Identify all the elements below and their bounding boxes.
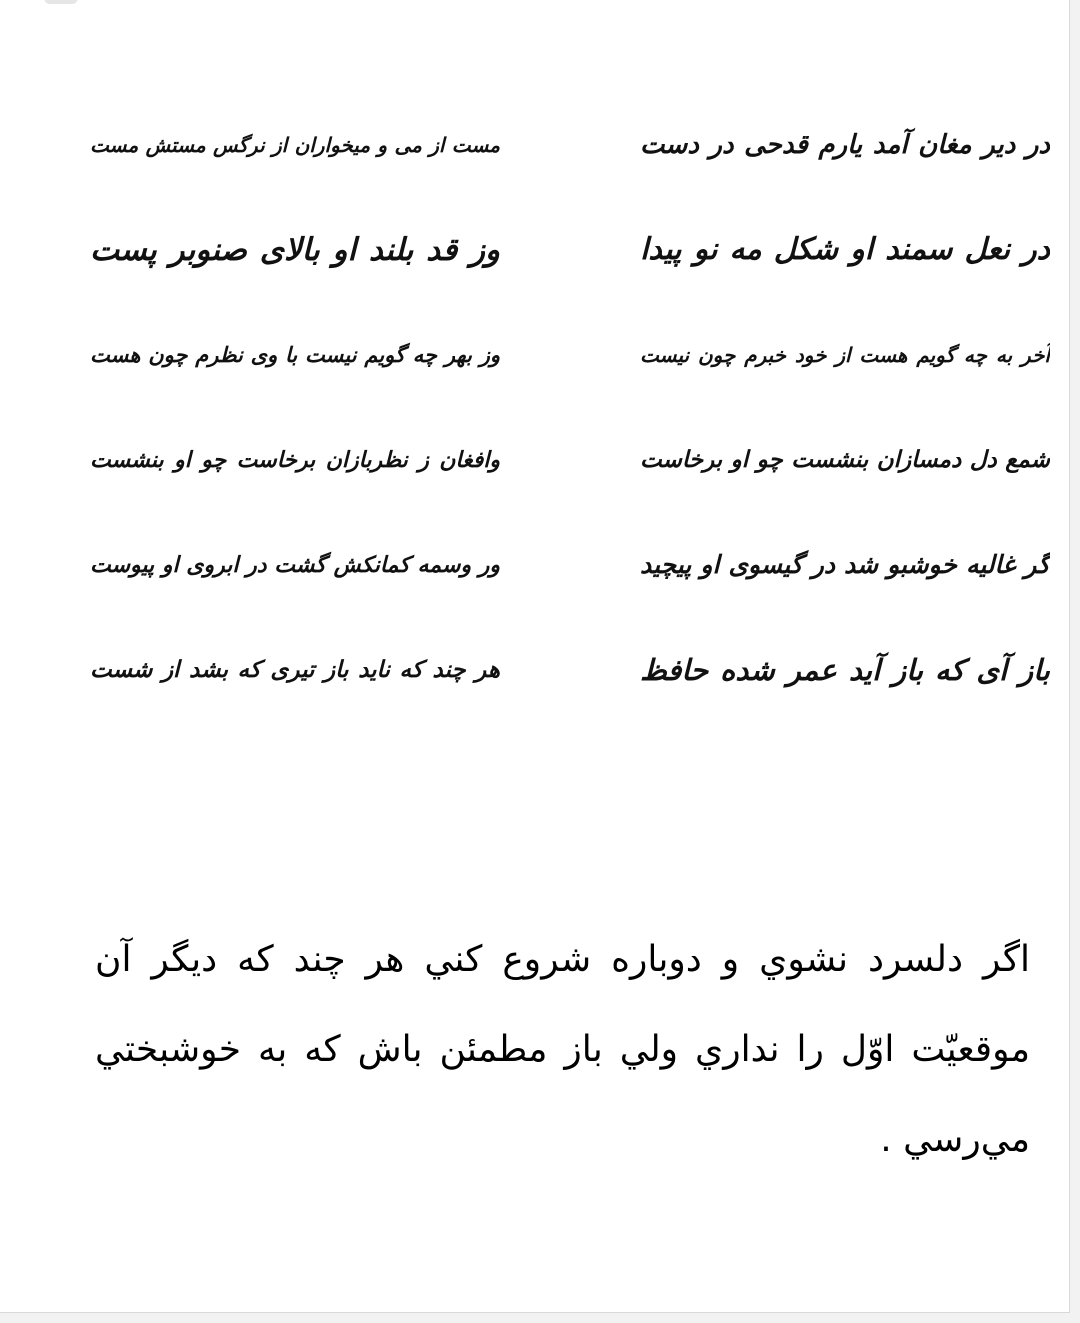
couplet-right-hemistich: در نعل سمند او شکل مه نو پیدا: [640, 232, 1050, 267]
couplet: [90, 310, 1050, 400]
couplet-right-hemistich: در دیر مغان آمد یارم قدحی در دست: [640, 130, 1050, 160]
couplet-right-hemistich: باز آی که باز آید عمر شده حافظ: [640, 653, 1050, 687]
couplet-left-hemistich: هر چند که ناید باز تیری که بشد از شست: [90, 656, 500, 683]
prose-paragraph: اگر دلسرد نشوي و دوباره شروع كني هر چند كه ديگر آن موقعيّت اوّل را نداري ولي باز مطمئن باش كه به خوشبختي مي‌رسي .: [95, 939, 1030, 1160]
couplet: [90, 100, 1050, 190]
poem-calligraphy: [90, 100, 1050, 720]
couplet: [90, 520, 1050, 610]
couplet-left-hemistich: ور وسمه کمانکش گشت در ابروی او پیوست: [90, 552, 500, 578]
couplet-right-hemistich: آخر به چه گویم هست از خود خبرم چون نیست: [640, 343, 1050, 367]
couplet-right-hemistich: گر غالیه خوشبو شد در گیسوی او پیچید: [640, 550, 1050, 579]
page-corner-mark: [44, 0, 78, 4]
couplet-right-hemistich: شمع دل دمسازان بنشست چو او برخاست: [640, 446, 1050, 473]
couplet-left-hemistich: وافغان ز نظربازان برخاست چو او بنشست: [90, 447, 500, 473]
couplet-left-hemistich: وز قد بلند او بالای صنوبر پست: [90, 232, 500, 268]
couplet: [90, 205, 1050, 295]
couplet: [90, 625, 1050, 715]
couplet-left-hemistich: مست از می و میخواران از نرگس مستش مست: [90, 133, 500, 157]
couplet-left-hemistich: وز بهر چه گویم نیست با وی نظرم چون هست: [90, 342, 500, 367]
couplet: [90, 415, 1050, 505]
